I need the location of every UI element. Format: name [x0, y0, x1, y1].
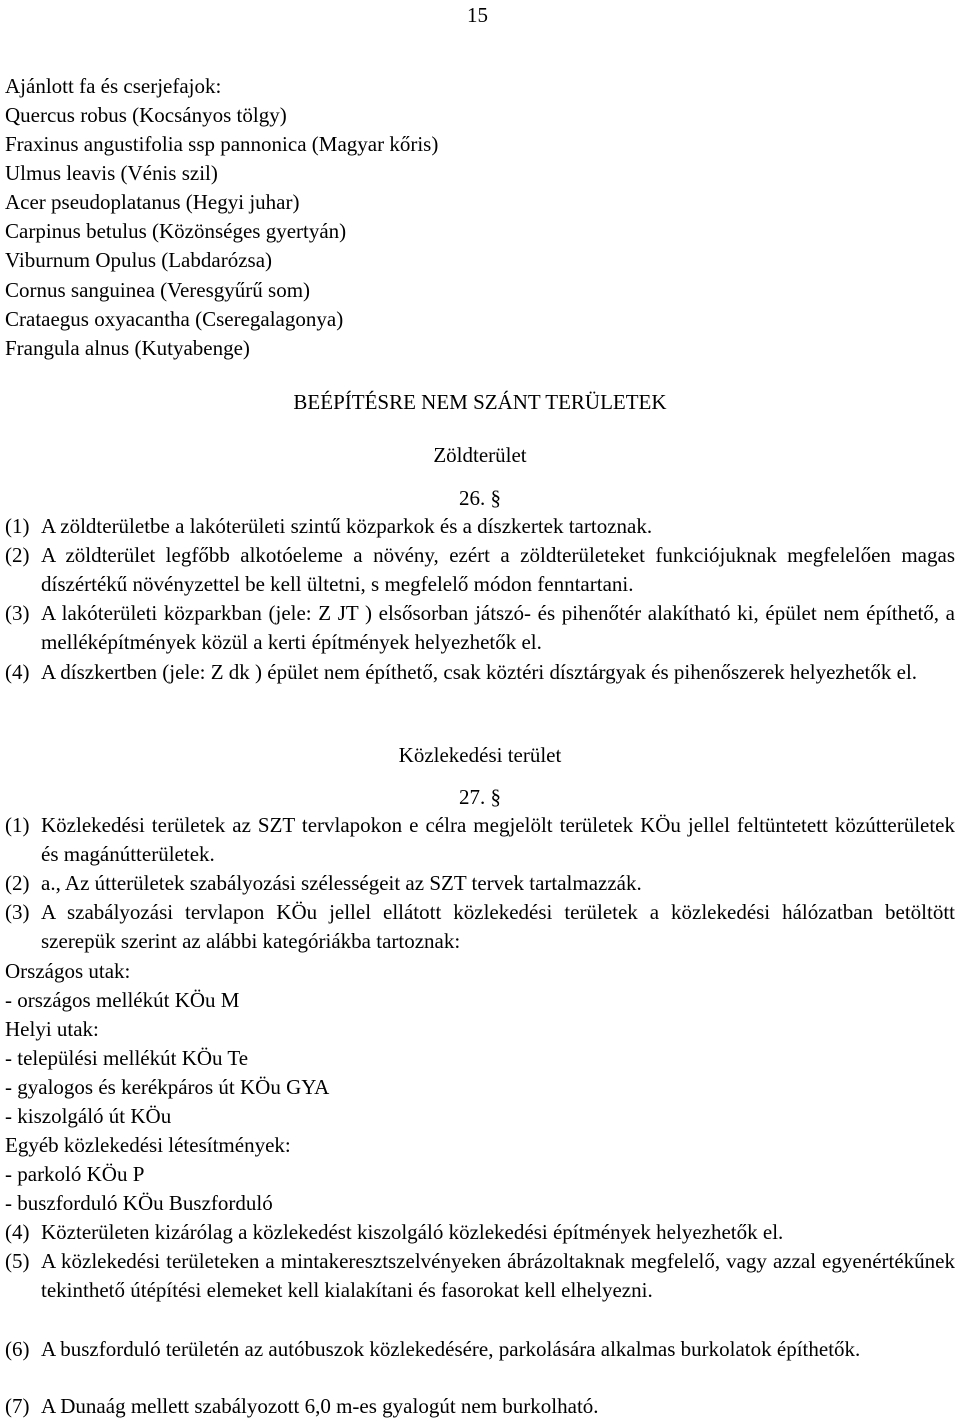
green-area-subtitle: Zöldterület [433, 443, 527, 467]
paragraph-number: (2) [5, 543, 30, 567]
paragraph-text: Közterületen kizárólag a közlekedést kiszolgáló közlekedési építmények helyezhetők el. [41, 1220, 784, 1244]
species-item: Viburnum Opulus (Labdarózsa) [5, 248, 273, 272]
species-item: Quercus robus (Kocsányos tölgy) [5, 103, 287, 127]
paragraph-text: A zöldterületbe a lakóterületi szintű közparkok és a díszkertek tartoznak. [41, 514, 653, 538]
transport-area-subtitle: Közlekedési terület [398, 743, 562, 767]
paragraph-text: A díszkertben (jele: Z dk ) épület nem építhető, csak köztéri dísztárgyak és pihenőszerek helyezhetők el. [41, 660, 918, 684]
paragraph-number: (7) [5, 1394, 30, 1418]
section-title: BEÉPÍTÉSRE NEM SZÁNT TERÜLETEK [293, 390, 667, 414]
paragraph-text: A szabályozási tervlapon KÖu jellel ellátott közlekedési területek a közlekedési hálózatban betöltött szerepük szerint az alábbi kategóriákba tartoznak: [41, 900, 955, 953]
species-item: Frangula alnus (Kutyabenge) [5, 336, 250, 360]
category-heading: Országos utak: [5, 959, 131, 983]
paragraph-number: (6) [5, 1337, 30, 1361]
paragraph-text: A közlekedési területeken a mintakeresztszelvényeken ábrázoltaknak megfelelő, vagy azzal egyenértékűnek tekinthető útépítési elemeket kell kialakítani és fasorokat kell elhelyezni. [41, 1249, 955, 1302]
paragraph-text: A buszforduló területén az autóbuszok közlekedésére, parkolására alkalmas burkolatok építhetők. [41, 1337, 861, 1361]
green-paragraph-1 [5, 512, 955, 541]
species-item: Ulmus leavis (Vénis szil) [5, 161, 218, 185]
paragraph-number: (1) [5, 813, 30, 837]
category-item: - országos mellékút KÖu M [5, 988, 240, 1012]
transport-paragraph-2 [5, 869, 955, 898]
transport-paragraph-5 [5, 1247, 955, 1305]
paragraph-number: (1) [5, 514, 30, 538]
category-item: - gyalogos és kerékpáros út KÖu GYA [5, 1075, 330, 1099]
species-item: Fraxinus angustifolia ssp pannonica (Magyar kőris) [5, 132, 439, 156]
paragraph-text: A zöldterület legfőbb alkotóeleme a növény, ezért a zöldterületeket funkciójuknak megfelelően magas díszértékű növényzettel be kell ültetni, s megfelelő módon fenntartani. [41, 543, 955, 596]
page-number: 15 [467, 3, 488, 27]
category-item: - települési mellékút KÖu Te [5, 1046, 249, 1070]
category-heading: Egyéb közlekedési létesítmények: [5, 1133, 291, 1157]
green-paragraph-3 [5, 599, 955, 657]
paragraph-text: a., Az útterületek szabályozási szélességeit az SZT tervek tartalmazzák. [41, 871, 642, 895]
paragraph-text: Közlekedési területek az SZT tervlapokon e célra megjelölt területek KÖu jellel feltüntetett közútterületek és magánútterületek. [41, 813, 955, 866]
green-paragraph-4 [5, 658, 955, 687]
paragraph-number: (4) [5, 1220, 30, 1244]
species-item: Crataegus oxyacantha (Cseregalagonya) [5, 307, 344, 331]
species-item: Carpinus betulus (Közönséges gyertyán) [5, 219, 347, 243]
transport-paragraph-3 [5, 898, 955, 956]
category-item: - parkoló KÖu P [5, 1162, 145, 1186]
transport-paragraph-6 [5, 1335, 955, 1364]
species-item: Cornus sanguinea (Veresgyűrű som) [5, 278, 311, 302]
category-heading: Helyi utak: [5, 1017, 99, 1041]
paragraph-number: (2) [5, 871, 30, 895]
species-heading: Ajánlott fa és cserjefajok: [5, 74, 222, 98]
paragraph-number: (3) [5, 900, 30, 924]
category-item: - kiszolgáló út KÖu [5, 1104, 172, 1128]
paragraph-number: (3) [5, 601, 30, 625]
paragraph-text: A lakóterületi közparkban (jele: Z JT ) elsősorban játszó- és pihenőtér alakítható ki, épület nem építhető, a melléképítmények közül a kerti építmények helyezhetők el. [41, 601, 955, 654]
green-paragraph-2 [5, 541, 955, 599]
green-area-article: 26. § [459, 486, 501, 510]
category-item: - buszforduló KÖu Buszforduló [5, 1191, 273, 1215]
paragraph-text: A Dunaág mellett szabályozott 6,0 m-es gyalogút nem burkolható. [41, 1394, 599, 1418]
transport-area-article: 27. § [459, 785, 501, 809]
transport-paragraph-7 [5, 1392, 955, 1421]
species-item: Acer pseudoplatanus (Hegyi juhar) [5, 190, 300, 214]
transport-paragraph-4 [5, 1218, 955, 1247]
paragraph-number: (4) [5, 660, 30, 684]
transport-paragraph-1 [5, 811, 955, 869]
paragraph-number: (5) [5, 1249, 30, 1273]
